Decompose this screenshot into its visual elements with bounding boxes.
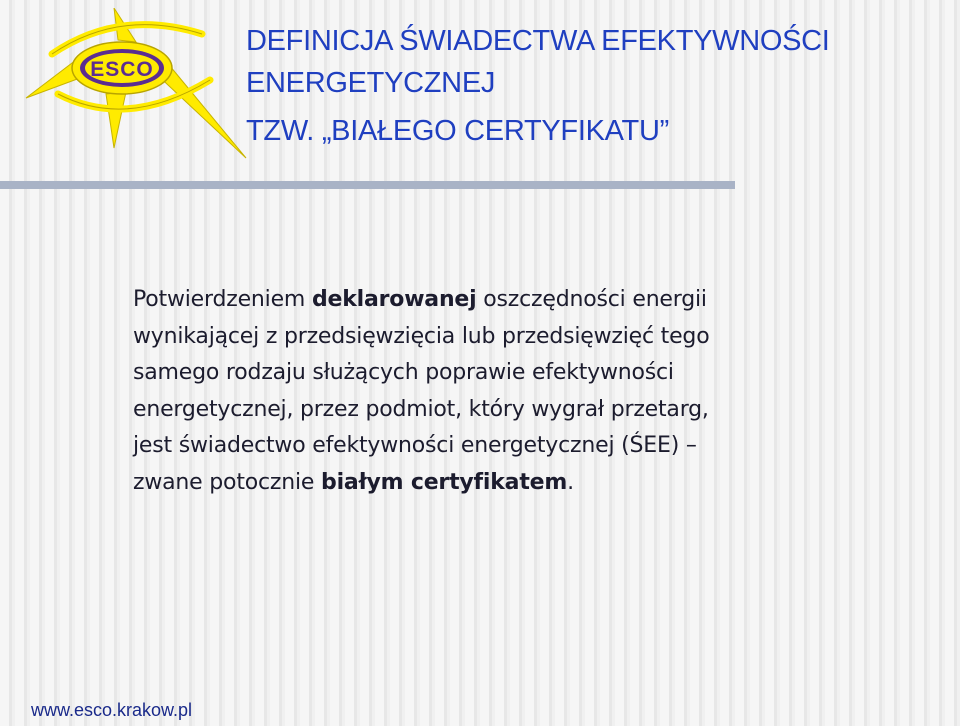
paragraph-line-5: jest świadectwo efektywności energetycznej (ŚEE) – — [133, 433, 697, 458]
paragraph-line-4: energetycznej, przez podmiot, który wygrał przetarg, — [133, 396, 709, 422]
paragraph-line-6-end: . — [567, 469, 574, 495]
paragraph-line-1-end: oszczędności energii — [476, 287, 707, 312]
title-line-2: ENERGETYCZNEJ — [246, 67, 496, 99]
logo-star-ray-lower — [106, 92, 126, 148]
title-line-3: TZW. „BIAŁEGO CERTYFIKATU” — [246, 115, 669, 147]
slide-title — [246, 22, 946, 150]
paragraph-line-1-start: Potwierdzeniem — [133, 287, 312, 312]
paragraph-line-2: wynikającej z przedsięwzięcia lub przedsięwzięć tego — [133, 323, 710, 349]
paragraph-line-1 — [133, 282, 893, 319]
paragraph-line-3: samego rodzaju służących poprawie efektywności — [133, 360, 674, 385]
footer-url: www.esco.krakow.pl — [31, 700, 193, 720]
logo-text: ESCO — [90, 58, 154, 81]
esco-logo — [10, 8, 260, 168]
paragraph-line-6-start: zwane potocznie — [133, 469, 322, 495]
definition-paragraph — [133, 282, 893, 501]
paragraph-line-6 — [133, 465, 893, 502]
emphasis-bialym-certyfikatem: białym certyfikatem — [321, 469, 568, 495]
emphasis-deklarowanej: deklarowanej — [311, 287, 477, 312]
title-divider — [0, 181, 735, 189]
title-line-1: DEFINICJA ŚWIADECTWA EFEKTYWNOŚCI — [246, 25, 830, 57]
